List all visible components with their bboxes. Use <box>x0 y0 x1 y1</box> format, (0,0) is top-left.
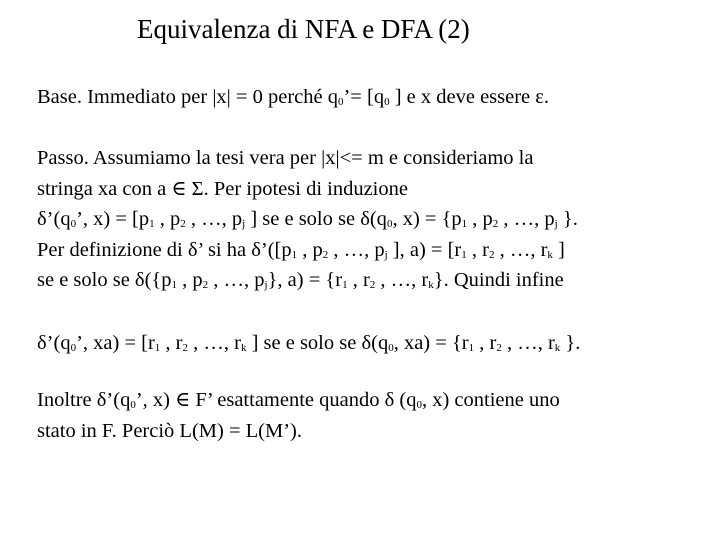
subscript: 1 <box>154 342 161 354</box>
text-run: , xa) = {r <box>393 332 469 354</box>
subscript: 1 <box>342 279 348 291</box>
text-run: , …, p <box>208 269 265 291</box>
subscript: 1 <box>149 218 155 230</box>
text-run: ], a) = [r <box>387 238 462 261</box>
subscript: 1 <box>468 342 475 354</box>
text-run: , …, p <box>498 208 555 230</box>
subscript: j <box>554 218 558 230</box>
text-run: ’, xa) = [r <box>76 332 155 354</box>
subscript: k <box>554 342 561 354</box>
subscript: 2 <box>182 342 188 354</box>
text-run: ’= [q <box>343 86 385 108</box>
passo-paragraph <box>37 143 712 296</box>
text-run: }. Quindi infine <box>433 269 564 291</box>
subscript: 2 <box>369 279 376 291</box>
subscript: k <box>428 279 434 291</box>
text-run: , …, p <box>185 208 243 230</box>
text-run: ] se e solo se δ(q <box>245 208 387 230</box>
text-run: , …, r <box>501 332 555 354</box>
passo-line-4 <box>37 235 712 266</box>
text-run: , …, r <box>494 238 548 261</box>
subscript: 2 <box>496 342 502 354</box>
subscript: 0 <box>337 96 344 108</box>
inoltre-paragraph <box>37 385 712 446</box>
text-run: Per definizione di δ’ si ha δ’([p <box>37 238 292 261</box>
text-run: , p <box>297 238 323 261</box>
text-run: , r <box>347 269 370 291</box>
subscript: 2 <box>180 218 186 230</box>
text-run: , r <box>466 238 489 261</box>
subscript: 1 <box>461 248 467 261</box>
text-run: , x) = {p <box>392 208 462 230</box>
text-run: , …, p <box>328 238 385 261</box>
subscript: 2 <box>492 218 499 230</box>
slide-title: Equivalenza di NFA e DFA (2) <box>137 14 470 44</box>
text-run: ] se e solo se δ(q <box>246 332 389 354</box>
text-run: Inoltre δ’(q <box>37 389 131 411</box>
passo-line-3 <box>37 204 712 235</box>
text-run: , r <box>474 332 497 354</box>
subscript: k <box>547 248 553 261</box>
subscript: 0 <box>70 342 77 354</box>
text-run: se e solo se δ({p <box>37 269 172 291</box>
text-run: }, a) = {r <box>267 269 343 291</box>
subscript: 0 <box>388 342 394 354</box>
text-run: , …, r <box>375 269 429 291</box>
conclusion-formula <box>37 328 712 359</box>
subscript: 0 <box>384 96 390 108</box>
text-run: , x) contiene uno <box>421 389 560 411</box>
subscript: 1 <box>171 279 178 291</box>
subscript: 2 <box>322 248 329 261</box>
formula-line <box>37 328 712 359</box>
subscript: 2 <box>488 248 495 261</box>
text-run: , …, r <box>188 332 241 354</box>
text-run: , p <box>467 208 493 230</box>
text-run: Base. Immediato per |x| = 0 perché q <box>37 86 338 108</box>
base-paragraph <box>37 82 712 113</box>
subscript: 0 <box>70 218 77 230</box>
text-run: ] <box>552 238 565 261</box>
subscript: 0 <box>416 399 422 411</box>
subscript: 0 <box>386 218 393 230</box>
text-run: }. <box>557 208 578 230</box>
subscript: 1 <box>291 248 298 261</box>
subscript: 1 <box>461 218 468 230</box>
passo-line-5 <box>37 265 712 296</box>
text-run: ’, x) = [p <box>76 208 150 230</box>
text-run: , p <box>154 208 181 230</box>
subscript: k <box>240 342 247 354</box>
subscript: j <box>384 248 388 261</box>
text-run: }. <box>560 332 581 354</box>
subscript: j <box>264 279 268 291</box>
text-run: δ’(q <box>37 332 71 354</box>
subscript: 0 <box>130 399 136 411</box>
passo-line-2: stringa xa con a ∈ Σ. Per ipotesi di induzione <box>37 177 408 200</box>
text-run: , p <box>177 269 203 291</box>
text-run: ] e x deve essere ε. <box>389 86 550 108</box>
text-run: ’, x) ∈ F’ esattamente quando δ (q <box>135 389 417 411</box>
subscript: j <box>242 218 246 230</box>
text-run: δ’(q <box>37 208 71 230</box>
passo-line-1: Passo. Assumiamo la tesi vera per |x|<= m e consideriamo la <box>37 147 534 169</box>
inoltre-line-2: stato in F. Perciò L(M) = L(M’). <box>37 419 302 442</box>
inoltre-line-1 <box>37 385 712 416</box>
base-line <box>37 82 712 113</box>
subscript: 2 <box>202 279 209 291</box>
text-run: , r <box>160 332 183 354</box>
